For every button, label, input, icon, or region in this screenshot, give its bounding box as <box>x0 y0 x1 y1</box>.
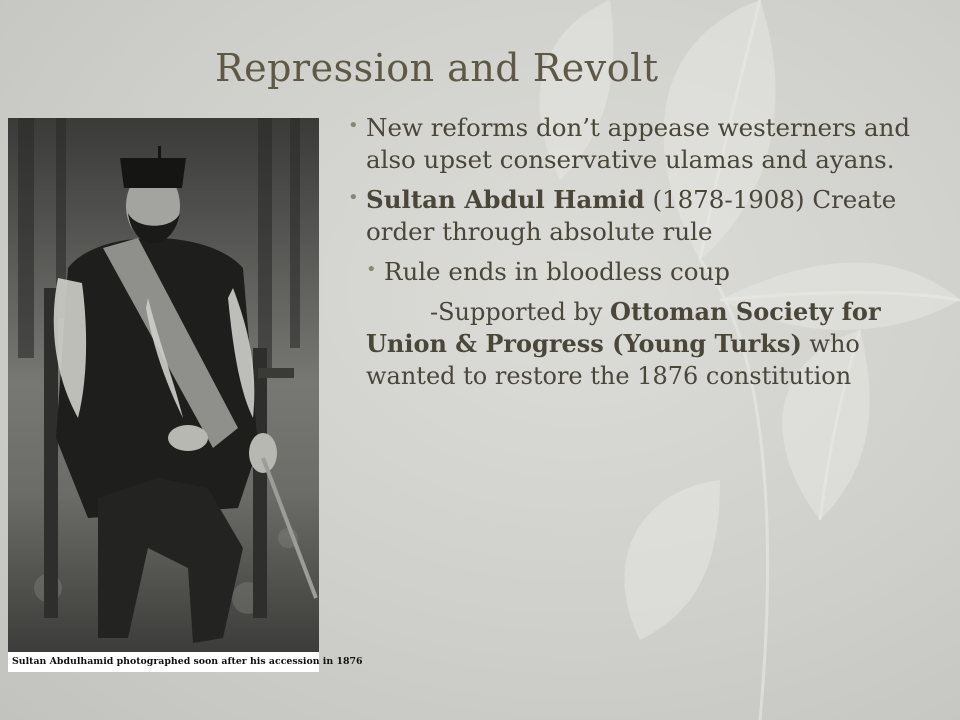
young-turks-name: Ottoman Society for Union & Progress (Young Turks) <box>366 297 881 358</box>
subbullet-coup-text: Rule ends in bloodless coup <box>384 257 730 286</box>
bullet-reforms <box>340 112 945 176</box>
sultan-portrait-photo <box>8 118 363 672</box>
bullet-sultan <box>340 184 945 248</box>
sultan-reign-text: (1878-1908) Create order through absolute rule <box>366 185 897 246</box>
paragraph-suffix: who wanted to restore the 1876 constitution <box>366 330 860 390</box>
sultan-name: Sultan Abdul Hamid <box>366 185 645 214</box>
portrait-image-icon <box>8 118 319 672</box>
paragraph-prefix: -Supported by <box>430 298 611 326</box>
bullet-reforms-text: New reforms don’t appease westerners and also upset conservative ulamas and ayans. <box>366 113 911 174</box>
slide-title: Repression and Revolt <box>215 46 659 90</box>
subbullet-coup <box>340 256 945 288</box>
photo-caption: Sultan Abdulhamid photographed soon after his accession in 1876 <box>12 656 363 667</box>
young-turks-paragraph <box>340 296 945 392</box>
slide-content <box>340 112 945 392</box>
